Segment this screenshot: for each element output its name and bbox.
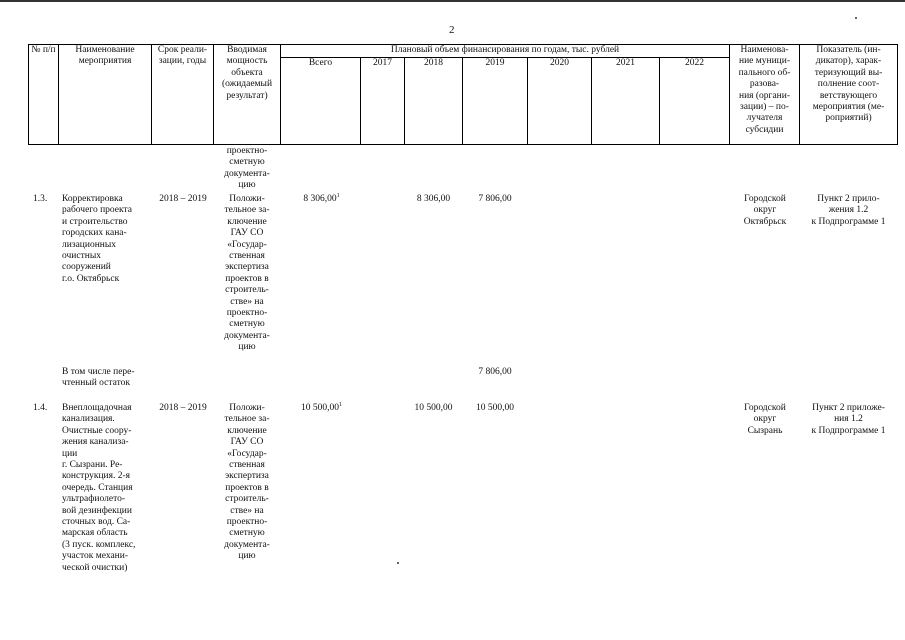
row-capacity: Положи- тельное за- ключение ГАУ СО «Государ- ственная экспертиза проектов в строитель- стве» на проектно- сметную документа- цию bbox=[224, 194, 270, 353]
row-indicator: Пункт 2 прило- жения 1.2 к Подпрограмме 1 bbox=[811, 194, 886, 227]
row-2019: 7 806,00 bbox=[478, 194, 512, 204]
row-name: В том числе пере- чтенный остаток bbox=[62, 367, 135, 389]
scan-speck bbox=[855, 17, 857, 19]
header-year-2022: 2022 bbox=[685, 58, 704, 68]
row-number: 1.4. bbox=[33, 403, 48, 413]
row-name: Внеплощадочная канализация. Очистные соору- жения канализа- ции г. Сызрани. Ре- конструкция. 2-я очередь. Станция ультрафиолето- вой дезинфекции сточных вод. Са- марская область (3 пуск. комплекс, участок механи- ческой очистки) bbox=[62, 403, 136, 573]
row-term: 2018 – 2019 bbox=[159, 403, 207, 413]
row-2019: 7 806,00 bbox=[478, 367, 512, 377]
table-header bbox=[28, 44, 898, 145]
header-name: Наименование мероприятия bbox=[75, 45, 135, 67]
header-indicator: Показатель (ин- дикатор), харак- теризующий вы- полнение соот- ветствующего мероприятия (ме- роприятий) bbox=[812, 45, 885, 124]
scan-speck bbox=[397, 562, 399, 564]
row-capacity: Положи- тельное за- ключение ГАУ СО «Государ- ственная экспертиза проектов в строитель- стве» на проектно- сметную документа- цию bbox=[224, 403, 270, 562]
header-total: Всего bbox=[308, 58, 333, 68]
row-total: 10 500,00$^1$ bbox=[301, 401, 342, 413]
page-number: 2 bbox=[449, 24, 455, 36]
header-year-2018: 2018 bbox=[424, 58, 443, 68]
header-capacity: Вводимая мощность объекта (ожидаемый результат) bbox=[221, 45, 273, 101]
header-year-2020: 2020 bbox=[550, 58, 569, 68]
header-num: № п/п bbox=[31, 45, 56, 55]
row-name: Корректировка рабочего проекта и строительство городских кана- лизационных очистных сооружений г.о. Октябрьск bbox=[62, 194, 132, 284]
row-number: 1.3. bbox=[33, 194, 48, 204]
header-year-2019: 2019 bbox=[485, 58, 505, 68]
header-term: Срок реали- зации, годы bbox=[157, 45, 208, 67]
row-term: 2018 – 2019 bbox=[159, 194, 207, 204]
header-year-2021: 2021 bbox=[616, 58, 635, 68]
header-funding: Плановый объем финансирования по годам, тыс. рублей bbox=[390, 45, 620, 55]
row-2018: 10 500,00 bbox=[414, 403, 453, 413]
header-year-2017: 2017 bbox=[373, 58, 392, 68]
row-2018: 8 306,00 bbox=[416, 194, 451, 204]
row-recipient: Городской округ Сызрань bbox=[744, 403, 786, 436]
carryover-capacity-text: проектно- сметную документа- цию bbox=[224, 146, 270, 191]
page-top-border bbox=[0, 0, 905, 2]
row-indicator: Пункт 2 приложе- ния 1.2 к Подпрограмме 1 bbox=[811, 403, 886, 436]
header-recipient: Наименова- ние муници- пального об- разова- ния (органи- зации) – по- лучателя субсидии bbox=[738, 45, 791, 135]
row-2019: 10 500,00 bbox=[476, 403, 514, 413]
row-recipient: Городской округ Октябрьск bbox=[743, 194, 787, 227]
row-total: 8 306,00$^1$ bbox=[303, 192, 340, 204]
